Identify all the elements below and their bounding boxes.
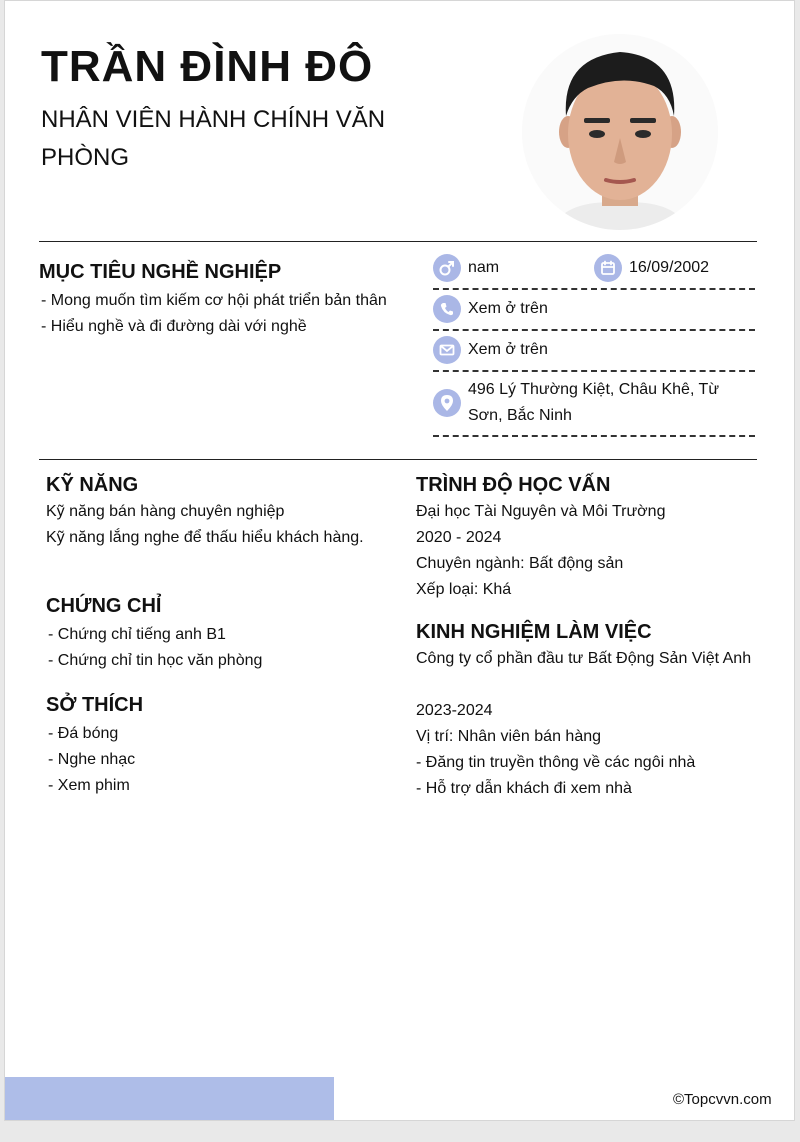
- hobby-item: - Nghe nhạc: [48, 751, 136, 768]
- hobby-item: - Xem phim: [48, 777, 130, 794]
- header-divider: [39, 241, 757, 242]
- contact-divider: [433, 435, 755, 437]
- hobbies-heading: SỞ THÍCH: [46, 694, 144, 716]
- hobby-item: - Đá bóng: [48, 725, 119, 742]
- job-title: NHÂN VIÊN HÀNH CHÍNH VĂN PHÒNG: [41, 106, 386, 171]
- footer-accent-bar: [5, 1077, 334, 1121]
- objective-line-2: - Hiểu nghề và đi đường dài với nghề: [41, 318, 307, 335]
- experience-company: Công ty cổ phần đầu tư Bất Động Sản Việt Anh: [416, 650, 752, 667]
- experience-duty: - Hỗ trợ dẫn khách đi xem nhà: [416, 780, 632, 797]
- skills-heading: KỸ NĂNG: [46, 474, 139, 496]
- dob-value: 16/09/2002: [629, 259, 710, 276]
- education-school: Đại học Tài Nguyên và Môi Trường: [416, 503, 666, 520]
- email-icon: [433, 336, 461, 364]
- certificate-item: - Chứng chỉ tin học văn phòng: [48, 652, 263, 669]
- objective-line-1: - Mong muốn tìm kiếm cơ hội phát triển bản thân: [41, 292, 387, 309]
- experience-years: 2023-2024: [416, 702, 493, 719]
- experience-position: Vị trí: Nhân viên bán hàng: [416, 728, 602, 745]
- calendar-icon: [594, 254, 622, 282]
- resume-page: [4, 0, 795, 1121]
- gender-value: nam: [468, 259, 500, 276]
- experience-duty: - Đăng tin truyền thông về các ngôi nhà: [416, 754, 696, 771]
- copyright-text: ©Topcvvn.com: [673, 1091, 772, 1108]
- phone-icon: [433, 295, 461, 323]
- skill-item: Kỹ năng lắng nghe để thấu hiểu khách hàng.: [46, 529, 364, 546]
- address-line-1: 496 Lý Thường Kiệt, Châu Khê, Từ: [468, 381, 720, 398]
- education-years: 2020 - 2024: [416, 529, 502, 546]
- contact-divider: [433, 370, 755, 372]
- email-value: Xem ở trên: [468, 341, 548, 358]
- certificate-item: - Chứng chỉ tiếng anh B1: [48, 626, 226, 643]
- education-major: Chuyên ngành: Bất động sản: [416, 555, 624, 572]
- location-icon: [433, 389, 461, 417]
- contact-divider: [433, 329, 755, 331]
- education-heading: TRÌNH ĐỘ HỌC VẤN: [416, 474, 611, 496]
- candidate-name: TRẦN ĐÌNH ĐÔ: [41, 42, 374, 91]
- certificates-heading: CHỨNG CHỈ: [46, 595, 162, 617]
- contact-divider: [433, 288, 755, 290]
- address-line-2: Sơn, Bắc Ninh: [468, 407, 572, 424]
- objective-heading: MỤC TIÊU NGHỀ NGHIỆP: [39, 261, 282, 283]
- education-rank: Xếp loại: Khá: [416, 581, 512, 598]
- phone-value: Xem ở trên: [468, 300, 548, 317]
- experience-heading: KINH NGHIỆM LÀM VIỆC: [416, 621, 652, 643]
- skill-item: Kỹ năng bán hàng chuyên nghiệp: [46, 503, 285, 520]
- avatar: [522, 34, 718, 230]
- gender-icon: [433, 254, 461, 282]
- section-divider: [39, 459, 757, 460]
